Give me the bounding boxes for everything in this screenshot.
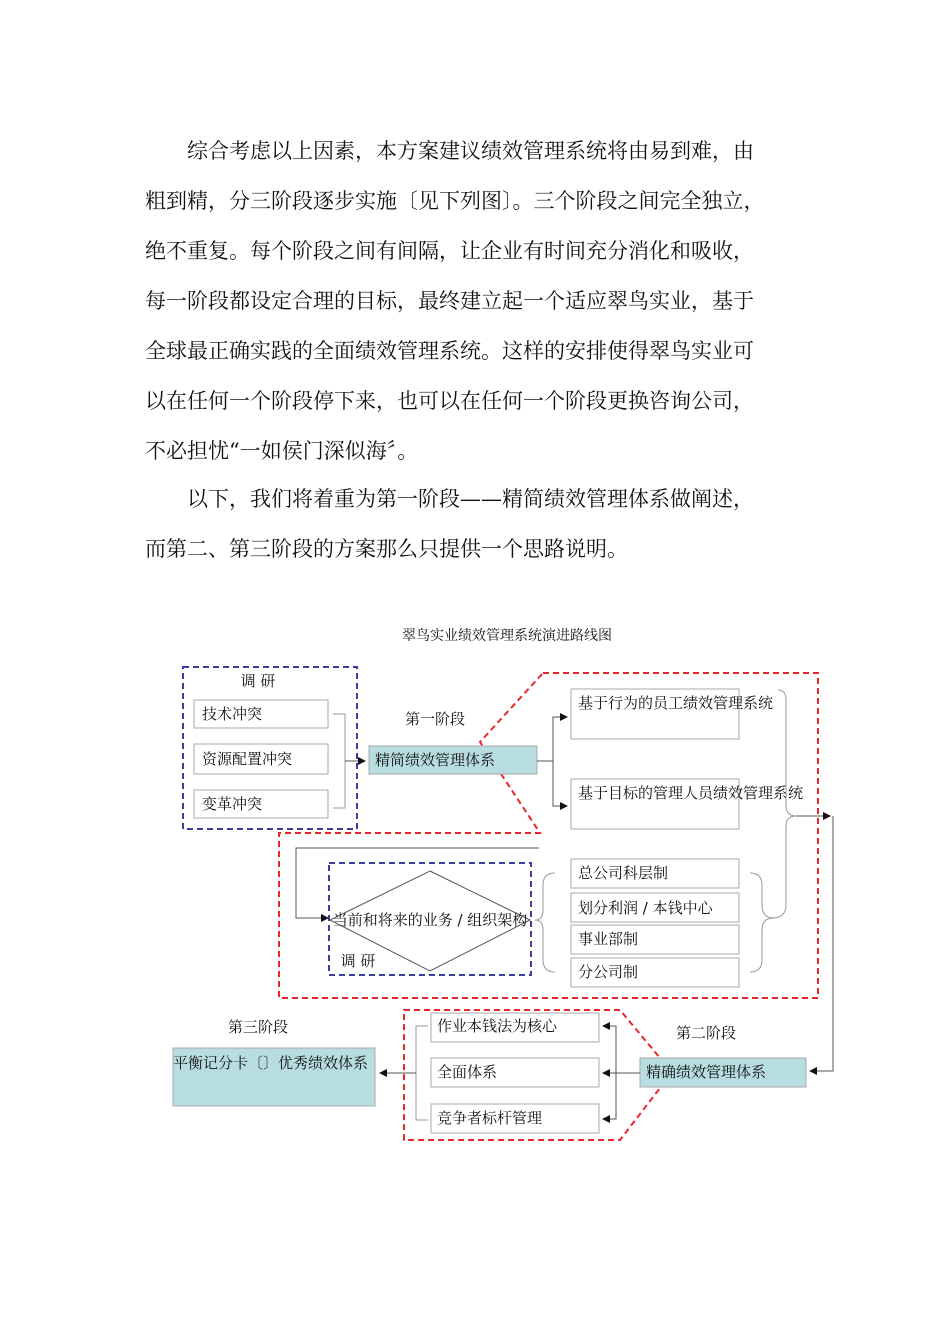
conflict-box	[194, 744, 328, 774]
system-label: 基于行为的员工绩效管理系统	[578, 694, 774, 712]
conflict-box	[194, 700, 328, 728]
bracket	[333, 714, 345, 808]
arrow	[810, 816, 833, 1071]
bracket	[416, 1026, 428, 1120]
research-label: 调 研	[240, 672, 276, 690]
paragraph-line: 以下，我们将着重为第一阶段——精简绩效管理体系做阐述，	[145, 487, 754, 511]
roadmap-diagram	[0, 600, 950, 1160]
conflict-label: 技术冲突	[202, 705, 263, 723]
brace	[750, 873, 774, 972]
stage2-label: 第二阶段	[675, 1024, 737, 1042]
brace	[772, 690, 796, 918]
paragraph-line: 以在任何一个阶段停下来，也可以在任何一个阶段更换咨询公司，	[145, 389, 754, 413]
paragraph-2	[145, 474, 825, 574]
org-option-label: 事业部制	[578, 930, 639, 948]
stage2-item-box	[431, 1104, 599, 1133]
stage1-box-label: 精简绩效管理体系	[375, 751, 496, 769]
stage2-item-label: 全面体系	[437, 1063, 498, 1081]
paragraph-line: 每一阶段都设定合理的目标，最终建立起一个适应翠鸟实业，基于	[145, 289, 754, 313]
org-diamond-label: 当前和将来的业务 / 组织架构	[332, 911, 528, 929]
paragraph-line: 粗到精，分三阶段逐步实施〔见下列图〕。三个阶段之间完全独立，	[145, 189, 765, 213]
stage3-label: 第三阶段	[227, 1018, 289, 1036]
stage2-item-box	[431, 1058, 599, 1087]
system-box	[571, 689, 773, 739]
system-box	[571, 779, 803, 829]
stage1-label: 第一阶段	[404, 710, 466, 728]
stage2-item-label: 作业本钱法为核心	[437, 1017, 558, 1035]
arrow	[537, 717, 567, 761]
org-option-box	[571, 958, 739, 987]
arrow	[603, 1073, 616, 1119]
conflict-box	[194, 790, 328, 818]
stage2-item-box	[431, 1013, 599, 1042]
system-label: 基于目标的管理人员绩效管理系统	[578, 784, 804, 802]
stage2-item-label: 竞争者标杆管理	[437, 1109, 543, 1127]
org-option-box	[571, 893, 739, 922]
org-option-label: 划分利润 / 本钱中心	[578, 899, 713, 917]
org-option-box	[571, 859, 739, 888]
stage3-box-label: 平衡记分卡〔〕优秀绩效体系	[173, 1054, 369, 1072]
org-option-label: 总公司科层制	[578, 864, 669, 882]
paragraph-line: 而第二、第三阶段的方案那么只提供一个思路说明。	[145, 537, 628, 561]
org-option-box	[571, 925, 739, 954]
paragraph-line: 绝不重复。每个阶段之间有间隔，让企业有时间充分消化和吸收，	[145, 239, 754, 263]
stage2-box-label: 精确绩效管理体系	[646, 1063, 767, 1081]
paragraph-line: 综合考虑以上因素，本方案建议绩效管理系统将由易到难，由	[145, 139, 754, 163]
paragraph-1	[145, 126, 825, 476]
conflict-label: 变革冲突	[202, 795, 263, 813]
brace	[535, 873, 555, 972]
org-research-label: 调 研	[340, 952, 376, 970]
diagram-title: 翠鸟实业绩效管理系统演进路线图	[402, 628, 612, 644]
conflict-label: 资源配置冲突	[202, 750, 293, 768]
paragraph-line: 全球最正确实践的全面绩效管理系统。这样的安排使得翠鸟实业可	[145, 339, 754, 363]
org-option-label: 分公司制	[578, 963, 639, 981]
arrow	[553, 761, 567, 806]
arrow	[603, 1026, 640, 1073]
paragraph-line: 不必担忧“一如侯门深似海〞。	[145, 439, 419, 463]
